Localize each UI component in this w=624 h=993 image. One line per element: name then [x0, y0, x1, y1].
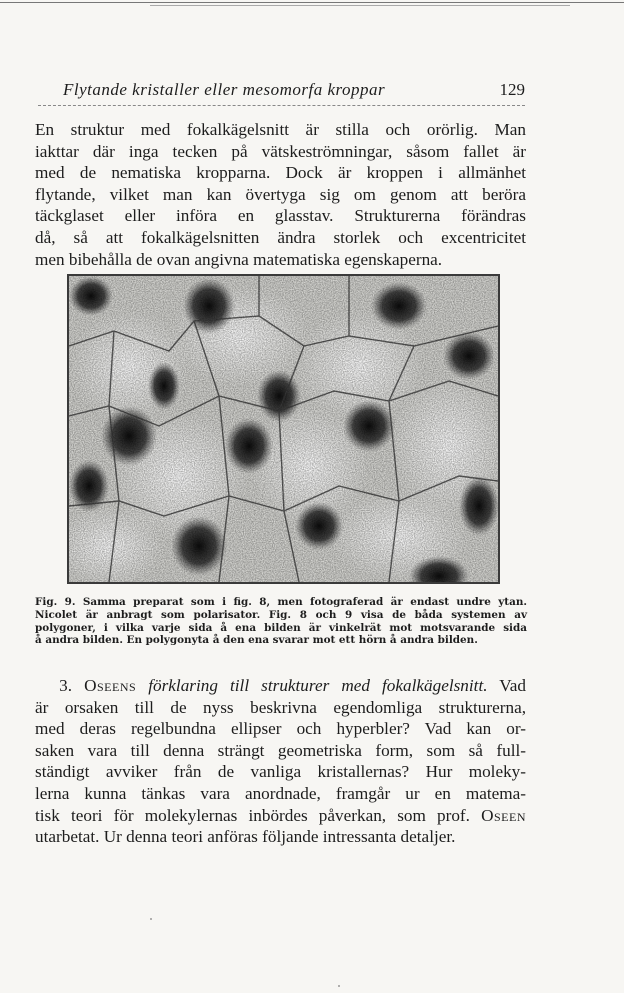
text-line: ständigt avviker från de vanliga kristallernas? Hur moleky-: [35, 762, 526, 782]
author-name: Oseens: [84, 676, 137, 695]
text-line: täckglaset eller införa en glasstav. Strukturerna förändras: [35, 206, 526, 226]
scan-top-rule-secondary: [150, 5, 570, 6]
running-title: Flytande kristaller eller mesomorfa kroppar: [63, 80, 386, 99]
author-name: Oseen: [481, 805, 526, 825]
text-line: med de nematiska kropparna. Dock är kroppen i allmänhet: [35, 163, 526, 183]
text-fragment: tisk teori för molekylernas inbördes påverkan, som prof.: [35, 805, 470, 825]
caption-line: Fig. 9. Samma preparat som i fig. 8, men fotograferad är endast undre ytan.: [35, 596, 527, 608]
micrograph-figure: [67, 274, 500, 584]
text-line: men bibehålla de ovan angivna matematiska egenskaperna.: [35, 249, 443, 269]
section-number: 3.: [59, 676, 73, 695]
micrograph-image: [69, 276, 498, 582]
text-line: iakttar där inga tecken på vätskeströmningar, såsom fallet är: [35, 141, 526, 161]
caption-line: polygoner, i vilka varje sida å ena bilden är vinkelrät mot motsvarande sida: [35, 621, 527, 634]
text-line: flytande, vilket man kan övertyga sig om genom att beröra: [35, 184, 526, 204]
text-line: är orsaken till de nyss beskrivna egendomliga strukturerna,: [35, 697, 526, 717]
scan-speck: [150, 918, 152, 920]
text-line: då, så att fokalkägelsnitten ändra storlek och excentricitet: [35, 227, 526, 247]
text-line: [35, 805, 526, 827]
text-line: utarbetat. Ur denna teori anföras följande intressanta detaljer.: [35, 827, 456, 847]
caption-line: Nicolet är anbragt som polarisator. Fig. 8 och 9 visa de båda systemen av: [35, 608, 527, 621]
running-header: [35, 80, 525, 102]
paragraph-structure-description: [35, 119, 526, 270]
text-fragment: Vad: [499, 676, 527, 695]
scan-top-rule: [0, 2, 624, 3]
text-line: saken vara till denna strängt geometriska form, som så full-: [35, 740, 526, 760]
figure-caption: [35, 596, 527, 647]
caption-line: å andra bilden. En polygonyta å den ena svarar mot ett hörn å andra bilden.: [35, 634, 478, 647]
text-line: lerna kunna tänkas vara anordnade, framgår ur en matema-: [35, 783, 526, 803]
scan-speck: [338, 985, 340, 987]
page-number: 129: [499, 80, 525, 99]
section-heading: förklaring till strukturer med fokalkägelsnitt.: [148, 676, 488, 695]
section-3-paragraph: [35, 675, 526, 848]
section-heading-line: [35, 675, 526, 697]
header-rule: [38, 105, 525, 106]
text-line: med deras regelbundna ellipser och hyperbler? Vad kan or-: [35, 719, 526, 739]
text-line: En struktur med fokalkägelsnitt är stilla och orörlig. Man: [35, 120, 526, 139]
